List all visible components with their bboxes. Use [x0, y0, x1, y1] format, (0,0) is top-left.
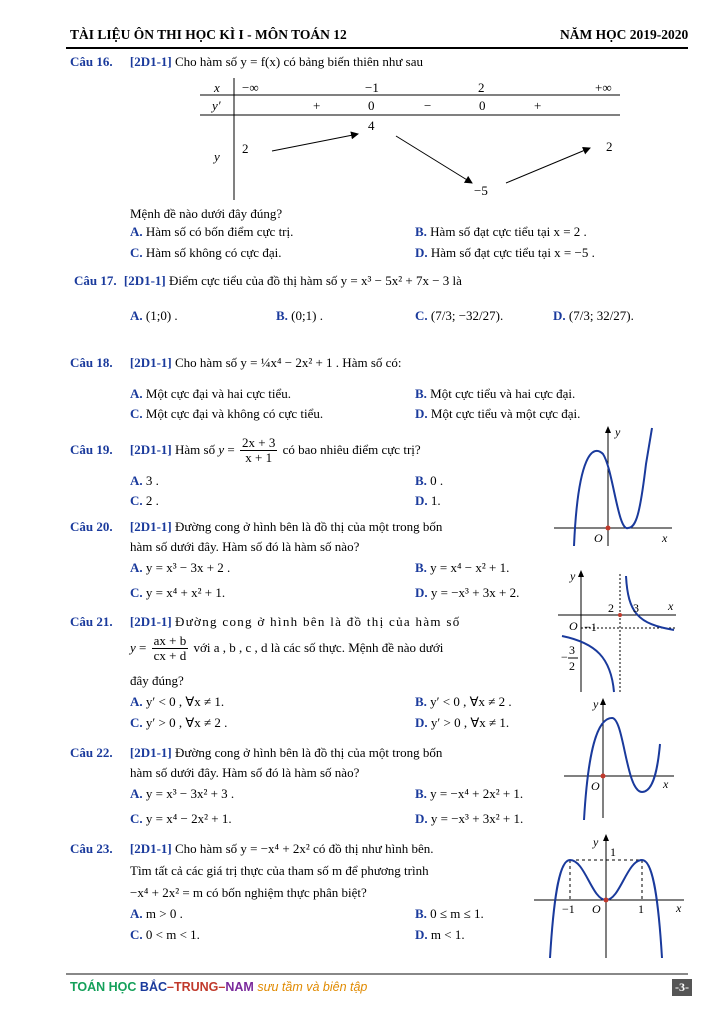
- option-19c[interactable]: C. 2 .: [130, 493, 159, 508]
- option-22c[interactable]: C. y = x⁴ − 2x² + 1.: [130, 811, 232, 826]
- footer-divider: [66, 973, 688, 975]
- svg-text:−: −: [561, 650, 568, 664]
- footer-brand: TOÁN HỌC BẮC–TRUNG–NAM sưu tầm và biên tập: [70, 980, 368, 994]
- curve-22: [584, 718, 660, 820]
- question-text: Hàm số: [175, 441, 216, 457]
- option-22a[interactable]: A. y = x³ − 3x² + 3 .: [130, 786, 235, 801]
- table-sign-1: +: [313, 98, 321, 113]
- table-x-neg-inf: −∞: [242, 80, 259, 95]
- option-16d[interactable]: D. Hàm số đạt cực tiểu tại x = −5 .: [415, 245, 595, 260]
- question-label: Câu 17.: [74, 273, 117, 288]
- table-zero-2: 0: [479, 98, 486, 113]
- question-text-line2: hàm số dưới đây. Hàm số đó là hàm số nào?: [130, 765, 360, 780]
- svg-text:1: 1: [610, 845, 616, 859]
- svg-text:x: x: [676, 901, 682, 915]
- table-y-max: 4: [368, 118, 375, 133]
- option-18b[interactable]: B. Một cực tiểu và hai cực đại.: [415, 386, 576, 401]
- svg-text:y: y: [570, 569, 576, 583]
- svg-text:y: y: [593, 697, 599, 711]
- option-19d[interactable]: D. 1.: [415, 493, 441, 508]
- question-22: [70, 745, 442, 761]
- option-17c[interactable]: C. (7/3; −32/27).: [415, 308, 504, 323]
- question-text: Cho hàm số y = −x⁴ + 2x² có đồ thị như hình bên.: [175, 841, 434, 856]
- question-20: [70, 519, 442, 535]
- question-16: [70, 54, 423, 70]
- question-text: Cho hàm số y = ¼x⁴ − 2x² + 1 . Hàm số có:: [175, 355, 402, 370]
- table-x-m1: −1: [365, 80, 379, 95]
- table-yp-label: y′: [212, 98, 221, 113]
- table-sign-2: −: [424, 98, 432, 113]
- question-text-line3: −x⁴ + 2x² = m có bốn nghiệm thực phân biệt?: [130, 885, 367, 900]
- graph-quartic-23: [530, 832, 690, 962]
- svg-text:2: 2: [608, 601, 614, 615]
- question-code: [2D1-1]: [129, 519, 172, 534]
- option-18a[interactable]: A. Một cực đại và hai cực tiểu.: [130, 386, 292, 401]
- option-19b[interactable]: B. 0 .: [415, 473, 444, 488]
- option-21d[interactable]: D. y′ > 0 , ∀x ≠ 1.: [415, 715, 510, 730]
- question-text: Cho hàm số y = f(x) có bảng biến thiên như sau: [175, 54, 423, 69]
- question-code: [2D1-1]: [129, 54, 172, 69]
- table-zero-1: 0: [368, 98, 375, 113]
- table-arrow-down: [396, 136, 472, 183]
- option-23b[interactable]: B. 0 ≤ m ≤ 1.: [415, 906, 484, 921]
- svg-text:−1: −1: [562, 902, 575, 916]
- question-text: Đường cong ở hình bên là đồ thị của một trong bốn: [175, 745, 443, 760]
- table-arrow-up-2: [506, 148, 590, 183]
- option-21c[interactable]: C. y′ > 0 , ∀x ≠ 2 .: [130, 715, 228, 730]
- question-21-line2: y = $\frac{ax + b}{cx + d}$ với a , b , c , d là các số thực. Mệnh đề nào dưới: [130, 633, 444, 664]
- svg-text:1: 1: [638, 902, 644, 916]
- svg-text:3: 3: [569, 643, 575, 657]
- question-text: Đường cong ở hình bên là đồ thị của hàm số: [175, 614, 461, 629]
- question-code: [2D1-1]: [129, 841, 172, 856]
- fraction: $\frac{2x + 3}{x + 1}$: [241, 435, 276, 466]
- option-22d[interactable]: D. y = −x³ + 3x² + 1.: [415, 811, 524, 826]
- graph-quartic-22: [562, 696, 678, 822]
- option-17b[interactable]: B. (0;1) .: [276, 308, 323, 323]
- question-label: Câu 22.: [70, 745, 113, 760]
- question-prompt: Mệnh đề nào dưới đây đúng?: [130, 206, 283, 221]
- question-text-line2: Tìm tất cả các giá trị thực của tham số m để phương trình: [130, 863, 429, 878]
- table-x-label: x: [214, 80, 220, 95]
- fraction: $\frac{ax + b}{cx + d}$: [153, 633, 187, 664]
- table-y-left: 2: [242, 141, 249, 156]
- svg-text:y: y: [615, 425, 621, 439]
- option-23a[interactable]: A. m > 0 .: [130, 906, 183, 921]
- table-y-label: y: [214, 149, 220, 164]
- table-x-pos-inf: +∞: [595, 80, 612, 95]
- svg-text:x: x: [668, 599, 674, 613]
- option-20d[interactable]: D. y = −x³ + 3x + 2.: [415, 585, 520, 600]
- question-code: [2D1-1]: [123, 273, 166, 288]
- table-arrow-up-1: [272, 134, 358, 151]
- option-17a[interactable]: A. (1;0) .: [130, 308, 178, 323]
- table-sign-3: +: [534, 98, 542, 113]
- svg-text:x: x: [662, 531, 668, 545]
- question-code: [2D1-1]: [129, 745, 172, 760]
- question-label: Câu 18.: [70, 355, 113, 370]
- option-16c[interactable]: C. Hàm số không có cực đại.: [130, 245, 282, 260]
- option-23c[interactable]: C. 0 < m < 1.: [130, 927, 200, 942]
- table-y-min: −5: [474, 183, 488, 198]
- graph-hyperbola: [556, 568, 680, 696]
- question-text-line2: hàm số dưới đây. Hàm số đó là hàm số nào?: [130, 539, 360, 554]
- svg-text:x: x: [663, 777, 669, 791]
- question-label: Câu 21.: [70, 614, 113, 629]
- question-label: Câu 20.: [70, 519, 113, 534]
- option-17d[interactable]: D. (7/3; 32/27).: [553, 308, 634, 323]
- option-21b[interactable]: B. y′ < 0 , ∀x ≠ 2 .: [415, 694, 512, 709]
- option-16a[interactable]: A. Hàm số có bốn điểm cực trị.: [130, 224, 294, 239]
- question-18: [70, 355, 402, 371]
- header-year: NĂM HỌC 2019-2020: [560, 27, 689, 42]
- graph-cubic: [548, 424, 678, 548]
- question-text: Đường cong ở hình bên là đồ thị của một trong bốn: [175, 519, 443, 534]
- question-code: [2D1-1]: [129, 355, 172, 370]
- question-17: [74, 273, 462, 289]
- question-text-line3: đây đúng?: [130, 673, 184, 688]
- svg-text:3: 3: [633, 601, 639, 615]
- svg-text:2: 2: [569, 659, 575, 673]
- variation-table: [200, 78, 625, 203]
- option-20b[interactable]: B. y = x⁴ − x² + 1.: [415, 560, 510, 575]
- question-text-post: có bao nhiêu điểm cực trị?: [282, 441, 421, 457]
- question-23: [70, 841, 433, 857]
- question-21: [70, 614, 461, 630]
- question-label: Câu 23.: [70, 841, 113, 856]
- option-23d[interactable]: D. m < 1.: [415, 927, 465, 942]
- option-18d[interactable]: D. Một cực tiểu và một cực đại.: [415, 406, 581, 421]
- header-title: TÀI LIỆU ÔN THI HỌC KÌ I - MÔN TOÁN 12: [70, 27, 347, 42]
- svg-text:−1: −1: [584, 620, 597, 634]
- question-code: [2D1-1]: [129, 614, 172, 629]
- option-18c[interactable]: C. Một cực đại và không có cực tiểu.: [130, 406, 324, 421]
- question-label: Câu 19.: [70, 441, 113, 457]
- option-22b[interactable]: B. y = −x⁴ + 2x² + 1.: [415, 786, 524, 801]
- page-number: -3-: [672, 979, 692, 996]
- svg-text:O: O: [569, 619, 578, 633]
- question-label: Câu 16.: [70, 54, 113, 69]
- table-x-2: 2: [478, 80, 485, 95]
- header-divider: [66, 47, 688, 49]
- svg-text:O: O: [592, 902, 601, 916]
- question-code: [2D1-1]: [129, 441, 172, 457]
- origin-dot: [606, 526, 611, 531]
- question-text: Điểm cực tiểu của đồ thị hàm số y = x³ − 5x² + 7x − 3 là: [169, 273, 462, 288]
- option-19a[interactable]: A. 3 .: [130, 473, 159, 488]
- svg-text:O: O: [591, 779, 600, 793]
- table-y-right: 2: [606, 139, 613, 154]
- option-20c[interactable]: C. y = x⁴ + x² + 1.: [130, 585, 226, 600]
- question-19: Câu 19. [2D1-1] Hàm số y = $\frac{2x + 3}{x + 1}$ có bao nhiêu điểm cực trị?: [70, 435, 421, 466]
- svg-text:y: y: [593, 835, 599, 849]
- option-16b[interactable]: B. Hàm số đạt cực tiểu tại x = 2 .: [415, 224, 587, 239]
- option-20a[interactable]: A. y = x³ − 3x + 2 .: [130, 560, 231, 575]
- svg-text:O: O: [594, 531, 603, 545]
- option-21a[interactable]: A. y′ < 0 , ∀x ≠ 1.: [130, 694, 225, 709]
